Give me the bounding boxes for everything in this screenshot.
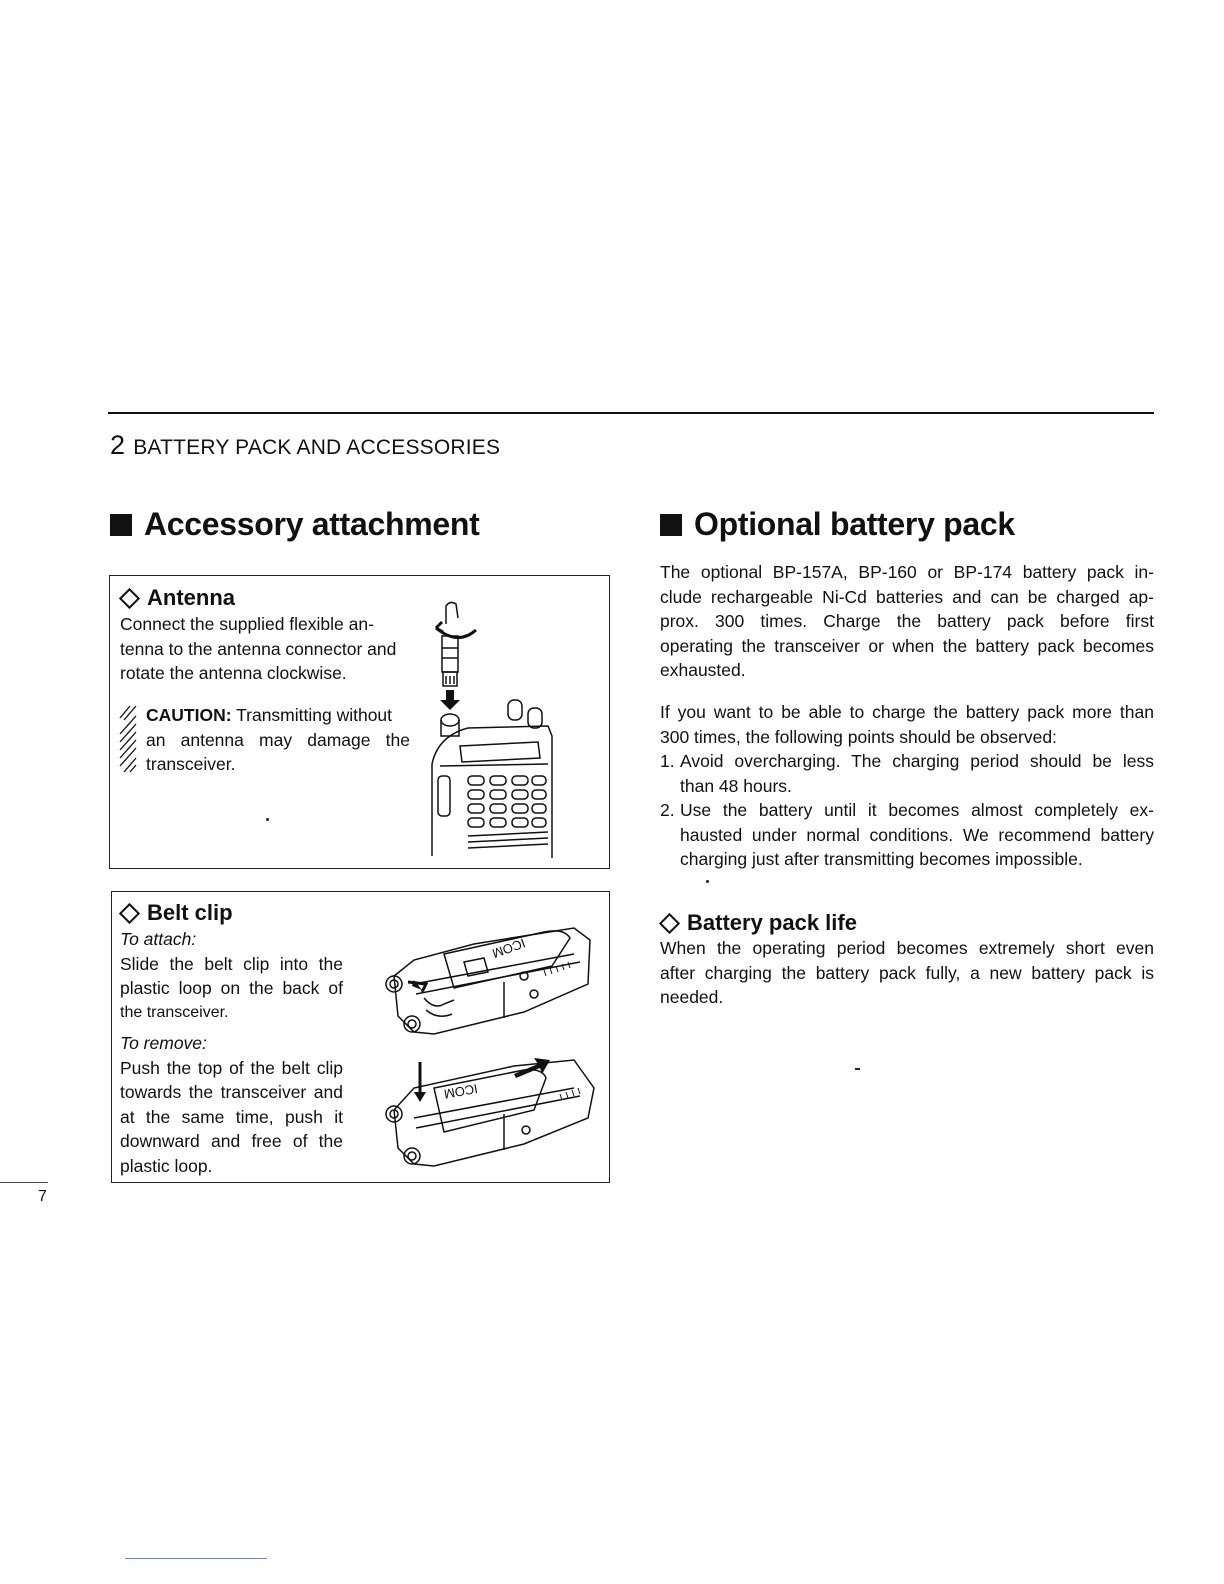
speck — [706, 880, 709, 883]
antenna-box — [109, 575, 610, 869]
caution-line: transceiver. — [146, 754, 236, 774]
section-title: Accessory attachment — [144, 506, 480, 542]
intro-paragraph — [660, 560, 1154, 683]
diamond-icon — [659, 912, 680, 933]
diamond-icon — [119, 902, 140, 923]
antenna-title: Antenna — [147, 585, 235, 610]
battery-life-title: Battery pack life — [687, 910, 857, 935]
remove-text — [120, 1031, 343, 1178]
list-line: hausted under normal conditions. We recommend battery — [680, 824, 1154, 845]
accessory-attachment-heading — [110, 506, 480, 543]
observe-paragraph — [660, 700, 1154, 872]
antenna-illustration — [428, 596, 558, 866]
icom-logo-text: ICOM — [490, 935, 528, 962]
intro-line: clude rechargeable Ni-Cd batteries and can be charged ap- — [660, 586, 1154, 607]
battery-life-heading — [658, 910, 857, 936]
attach-label: To attach: — [120, 929, 197, 949]
belt-clip-box — [111, 891, 610, 1183]
attach-line: the transceiver. — [120, 1003, 229, 1021]
belt-clip-attach-illustration — [374, 914, 602, 1046]
intro-line: operating the transceiver or when the battery pack becomes — [660, 635, 1154, 656]
optional-battery-heading — [660, 506, 1015, 543]
remove-line: plastic loop. — [120, 1155, 213, 1176]
list-line: charging just after transmitting becomes impossible. — [680, 849, 1083, 869]
life-line: after charging the battery pack fully, a new battery pack is — [660, 962, 1154, 983]
intro-line: exhausted. — [660, 660, 746, 680]
list-line: than 48 hours. — [680, 775, 792, 796]
antenna-heading — [118, 585, 235, 611]
diamond-icon — [119, 587, 140, 608]
observe-line: 300 times, the following points should be observed: — [660, 726, 1057, 747]
antenna-line: tenna to the antenna connector and — [120, 638, 397, 659]
caution-line: an antenna may damage the — [146, 729, 410, 750]
intro-line: prox. 300 times. Charge the battery pack before first — [660, 611, 1154, 631]
page-number: 7 — [38, 1188, 47, 1205]
antenna-line: Connect the supplied flexible an- — [120, 614, 374, 634]
caution-line: Transmitting without — [236, 705, 393, 725]
chapter-heading — [110, 430, 500, 461]
belt-clip-remove-illustration — [374, 1048, 602, 1180]
attach-line: Slide the belt clip into the — [120, 953, 343, 974]
list-number: 2. — [660, 800, 675, 820]
remove-line: at the same time, push it — [120, 1106, 343, 1127]
speck — [855, 1068, 860, 1070]
chapter-title: BATTERY PACK AND ACCESSORIES — [133, 436, 501, 459]
belt-clip-title: Belt clip — [147, 900, 233, 925]
belt-clip-heading — [118, 900, 233, 926]
list-item — [660, 798, 1154, 872]
caution-stripes-icon — [118, 704, 142, 774]
caution-text — [146, 703, 410, 777]
page-number-rule — [0, 1182, 48, 1183]
observe-line: If you want to be able to charge the battery pack more than — [660, 702, 1154, 722]
attach-text — [120, 927, 343, 1025]
antenna-text — [120, 612, 420, 686]
antenna-line: rotate the antenna clockwise. — [120, 663, 347, 683]
life-line: needed. — [660, 987, 724, 1007]
remove-line: Push the top of the belt clip — [120, 1057, 343, 1078]
square-bullet-icon — [660, 514, 682, 536]
list-number: 1. — [660, 751, 675, 771]
caution-label: CAUTION: — [146, 705, 232, 725]
battery-life-text — [660, 936, 1154, 1010]
remove-line: downward and free of the — [120, 1131, 343, 1151]
list-line: Avoid overcharging. The charging period should be less — [680, 751, 1154, 771]
intro-line: The optional BP-157A, BP-160 or BP-174 battery pack in- — [660, 562, 1154, 582]
chapter-number: 2 — [110, 430, 126, 460]
list-item — [660, 749, 1154, 798]
bottom-rule — [125, 1558, 267, 1559]
life-line: When the operating period becomes extremely short even — [660, 938, 1154, 958]
remove-label: To remove: — [120, 1033, 207, 1053]
square-bullet-icon — [110, 514, 132, 536]
speck — [266, 818, 269, 821]
attach-line: plastic loop on the back of — [120, 978, 343, 998]
top-rule — [108, 412, 1154, 414]
section-title: Optional battery pack — [694, 506, 1015, 542]
list-line: Use the battery until it becomes almost completely ex- — [680, 800, 1154, 820]
icom-logo-text: ICOM — [442, 1081, 479, 1102]
remove-line: towards the transceiver and — [120, 1082, 343, 1102]
